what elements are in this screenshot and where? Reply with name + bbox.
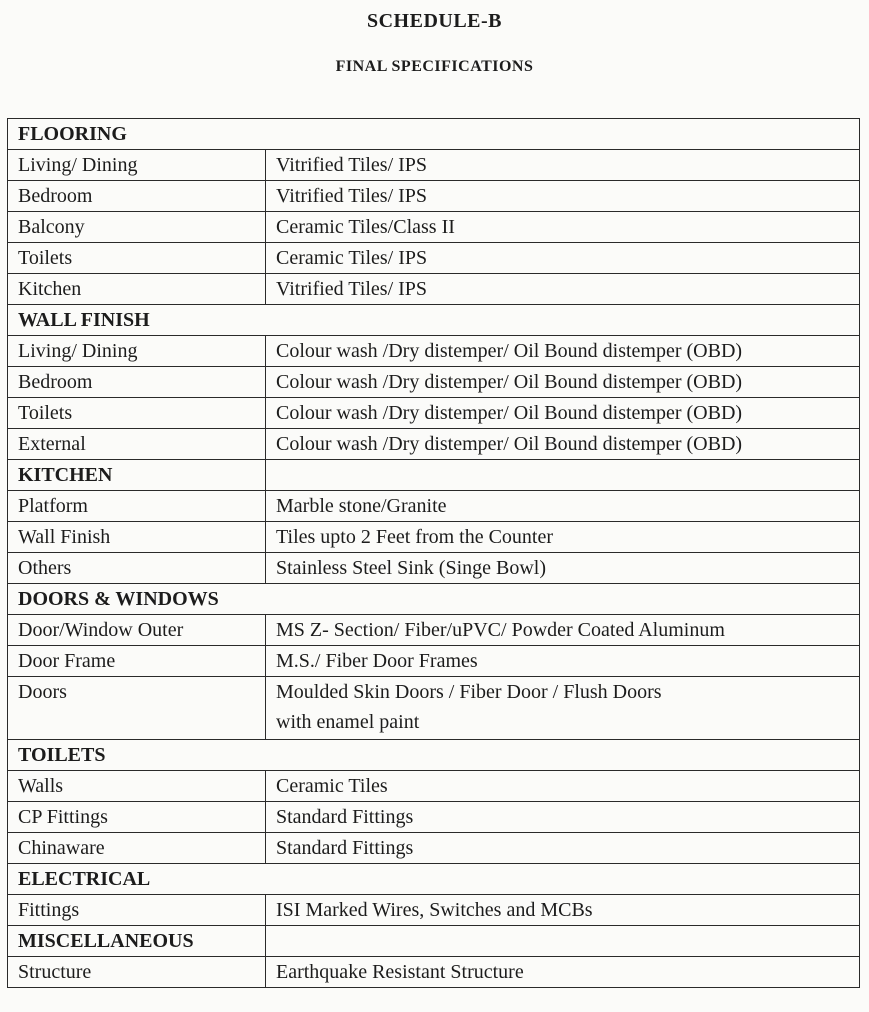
spec-line: Ceramic Tiles — [276, 775, 388, 797]
spec-line: Moulded Skin Doors / Fiber Door / Flush Doors — [276, 681, 662, 703]
section-heading-row — [8, 584, 860, 615]
page-subtitle: FINAL SPECIFICATIONS — [335, 58, 534, 75]
table-row — [8, 274, 860, 305]
table-row — [8, 491, 860, 522]
section-heading: KITCHEN — [8, 460, 266, 491]
section-heading: TOILETS — [8, 740, 860, 771]
section-heading-row — [8, 926, 860, 957]
item-cell: Balcony — [8, 212, 266, 243]
item-cell: Walls — [8, 771, 266, 802]
spec-cell — [266, 398, 860, 429]
table-row — [8, 522, 860, 553]
table-row — [8, 771, 860, 802]
spec-line: Colour wash /Dry distemper/ Oil Bound distemper (OBD) — [276, 340, 743, 362]
item-cell: Bedroom — [8, 367, 266, 398]
spec-cell — [266, 677, 860, 740]
item-cell: Living/ Dining — [8, 150, 266, 181]
item-cell: Toilets — [8, 398, 266, 429]
table-row — [8, 646, 860, 677]
table-row — [8, 615, 860, 646]
section-heading-row — [8, 864, 860, 895]
spec-line: Marble stone/Granite — [276, 495, 447, 517]
specifications-table-body — [8, 119, 860, 988]
spec-cell — [266, 243, 860, 274]
section-heading: DOORS & WINDOWS — [8, 584, 860, 615]
item-cell: Kitchen — [8, 274, 266, 305]
spec-line: Standard Fittings — [276, 806, 414, 828]
item-cell: Toilets — [8, 243, 266, 274]
section-heading-empty-cell — [266, 460, 860, 491]
table-row — [8, 833, 860, 864]
table-row — [8, 802, 860, 833]
spec-line: Stainless Steel Sink (Singe Bowl) — [276, 557, 546, 579]
table-row — [8, 336, 860, 367]
spec-line: Earthquake Resistant Structure — [276, 961, 524, 983]
page-title: SCHEDULE-B — [366, 10, 503, 32]
spec-line: with enamel paint — [276, 711, 420, 733]
spec-cell — [266, 771, 860, 802]
item-cell: Living/ Dining — [8, 336, 266, 367]
spec-line: Vitrified Tiles/ IPS — [276, 185, 428, 207]
section-heading: WALL FINISH — [8, 305, 860, 336]
spec-line: Colour wash /Dry distemper/ Oil Bound distemper (OBD) — [276, 433, 743, 455]
table-row — [8, 212, 860, 243]
table-row — [8, 243, 860, 274]
table-row — [8, 367, 860, 398]
section-heading-row — [8, 119, 860, 150]
item-cell: Door/Window Outer — [8, 615, 266, 646]
table-row — [8, 957, 860, 988]
spec-line: M.S./ Fiber Door Frames — [276, 650, 478, 672]
item-cell: Others — [8, 553, 266, 584]
specifications-table — [7, 118, 860, 988]
item-cell: Wall Finish — [8, 522, 266, 553]
spec-line: Tiles upto 2 Feet from the Counter — [276, 526, 554, 548]
table-row — [8, 895, 860, 926]
spec-cell — [266, 367, 860, 398]
spec-line: Vitrified Tiles/ IPS — [276, 278, 428, 300]
section-heading-row — [8, 460, 860, 491]
table-row — [8, 181, 860, 212]
item-cell: Door Frame — [8, 646, 266, 677]
table-row — [8, 429, 860, 460]
item-cell: Chinaware — [8, 833, 266, 864]
section-heading: ELECTRICAL — [8, 864, 860, 895]
section-heading-empty-cell — [266, 926, 860, 957]
spec-line: MS Z- Section/ Fiber/uPVC/ Powder Coated Aluminum — [276, 619, 725, 641]
section-heading: FLOORING — [8, 119, 860, 150]
spec-cell — [266, 522, 860, 553]
spec-cell — [266, 615, 860, 646]
spec-cell — [266, 212, 860, 243]
spec-cell — [266, 181, 860, 212]
table-row — [8, 150, 860, 181]
spec-line: Colour wash /Dry distemper/ Oil Bound distemper (OBD) — [276, 402, 743, 424]
spec-line: Standard Fittings — [276, 837, 414, 859]
spec-cell — [266, 833, 860, 864]
spec-cell — [266, 491, 860, 522]
item-cell: Structure — [8, 957, 266, 988]
spec-cell — [266, 336, 860, 367]
spec-cell — [266, 429, 860, 460]
spec-cell — [266, 895, 860, 926]
section-heading: MISCELLANEOUS — [8, 926, 266, 957]
spec-line: Ceramic Tiles/ IPS — [276, 247, 428, 269]
spec-cell — [266, 274, 860, 305]
item-cell: Fittings — [8, 895, 266, 926]
spec-cell — [266, 553, 860, 584]
spec-line: Colour wash /Dry distemper/ Oil Bound distemper (OBD) — [276, 371, 743, 393]
spec-cell — [266, 150, 860, 181]
spec-line: Vitrified Tiles/ IPS — [276, 154, 428, 176]
table-row — [8, 553, 860, 584]
spec-cell — [266, 957, 860, 988]
item-cell: CP Fittings — [8, 802, 266, 833]
spec-line: ISI Marked Wires, Switches and MCBs — [276, 899, 593, 921]
item-cell: Bedroom — [8, 181, 266, 212]
item-cell: Doors — [8, 677, 266, 740]
spec-line: Ceramic Tiles/Class II — [276, 216, 455, 238]
spec-cell — [266, 802, 860, 833]
item-cell: External — [8, 429, 266, 460]
spec-cell — [266, 646, 860, 677]
section-heading-row — [8, 740, 860, 771]
table-row — [8, 398, 860, 429]
item-cell: Platform — [8, 491, 266, 522]
table-row — [8, 677, 860, 740]
section-heading-row — [8, 305, 860, 336]
